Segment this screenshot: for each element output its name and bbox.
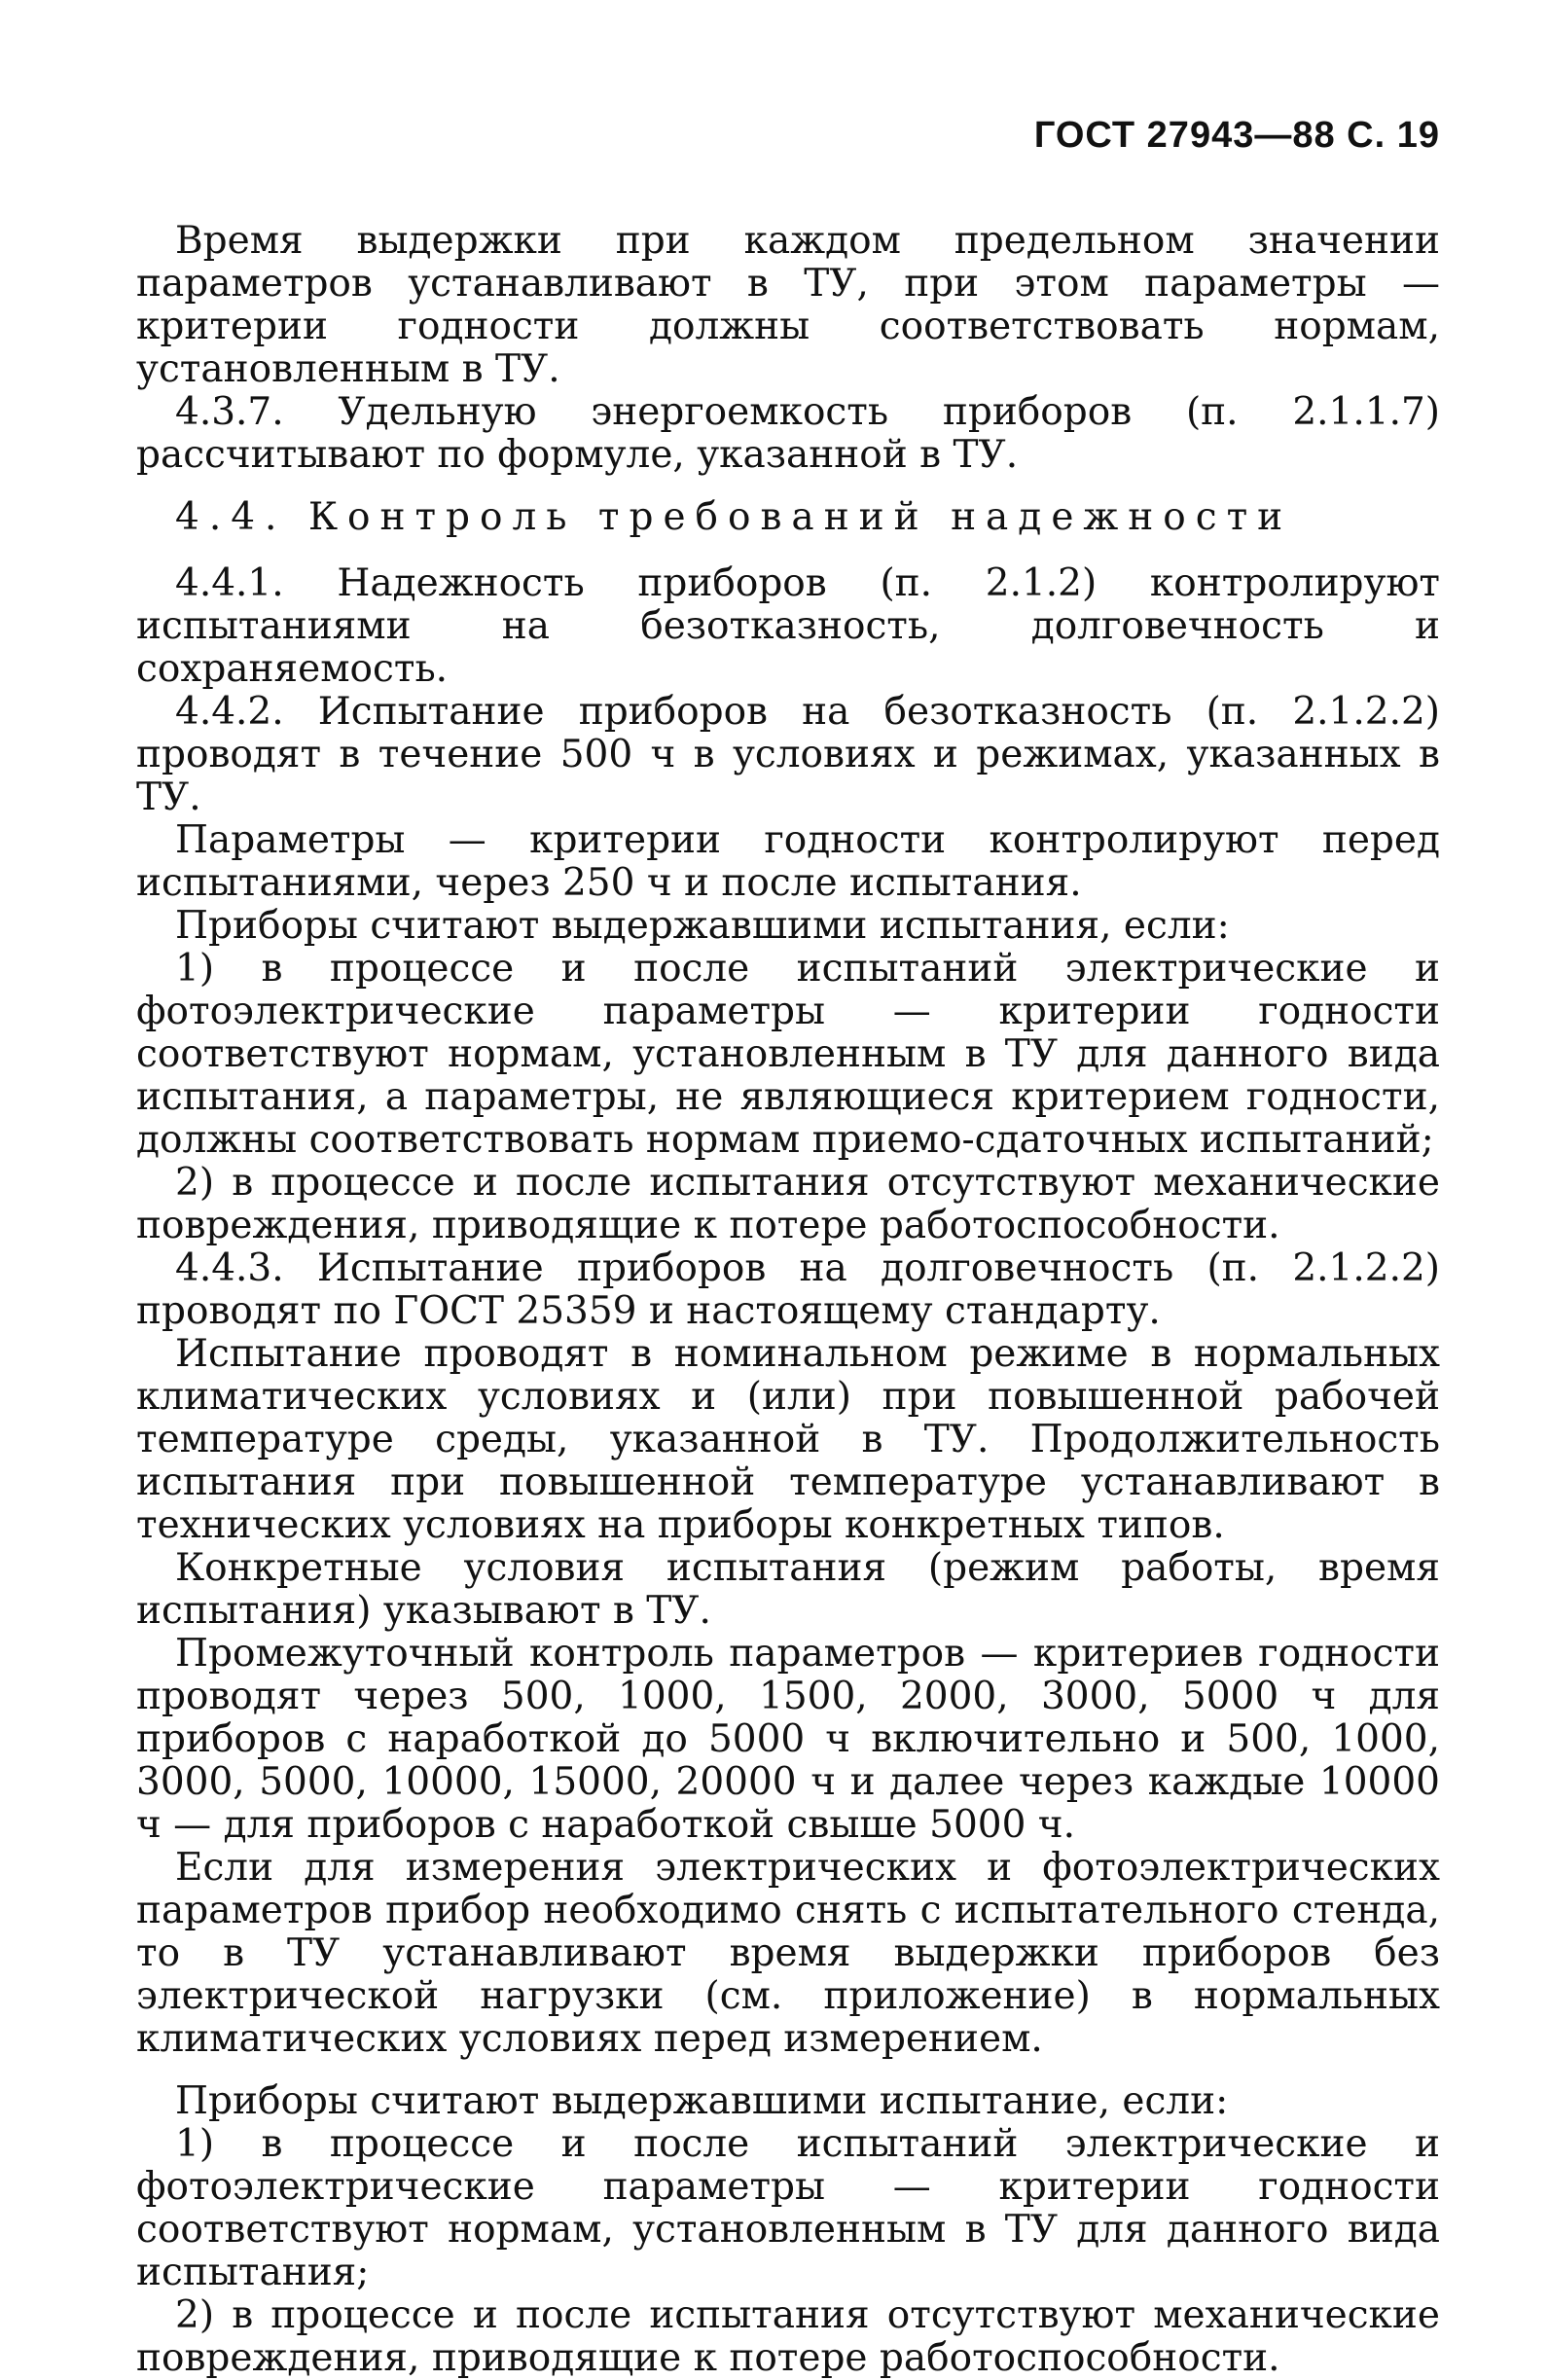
document-body (136, 220, 1440, 2380)
clause-4-4-3: 4.4.3. Испытание приборов на долговечность (п. 2.1.2.2) проводят по ГОСТ 25359 и настоящему стандарту. (136, 1246, 1440, 1333)
paragraph: Время выдержки при каждом предельном значении параметров устанавливают в ТУ, при этом параметры — критерии годности должны соответствовать нормам, установленным в ТУ. (136, 219, 1440, 391)
running-header: ГОСТ 27943—88 С. 19 (1033, 115, 1440, 156)
paragraph: Приборы считают выдержавшими испытание, если: (175, 2079, 1229, 2123)
paragraph: Приборы считают выдержавшими испытания, если: (175, 904, 1230, 948)
clause-4-4-2: 4.4.2. Испытание приборов на безотказность (п. 2.1.2.2) проводят в течение 500 ч в условиях и режимах, указанных в ТУ. (136, 690, 1440, 819)
list-item: 2) в процессе и после испытания отсутствуют механические повреждения, приводящие к потере работоспособности. (136, 2293, 1440, 2380)
document-page (136, 115, 1440, 2380)
clause-4-3-7: 4.3.7. Удельную энергоемкость приборов (п. 2.1.1.7) рассчитывают по формуле, указанной в ТУ. (136, 390, 1440, 477)
paragraph: Испытание проводят в номинальном режиме в нормальных климатических условиях и (или) при повышенной рабочей температуре среды, указанной в ТУ. Продолжительность испытания при повышенной температуре устанавливают в технических условиях на приборы конкретных типов. (136, 1332, 1440, 1547)
paragraph: Конкретные условия испытания (режим работы, время испытания) указывают в ТУ. (136, 1546, 1440, 1633)
list-item: 1) в процессе и после испытаний электрические и фотоэлектрические параметры — критерии годности соответствуют нормам, установленным в ТУ для данного вида испытания; (136, 2122, 1440, 2294)
list-item: 2) в процессе и после испытания отсутствуют механические повреждения, приводящие к потере работоспособности. (136, 1161, 1440, 1247)
paragraph: Если для измерения электрических и фотоэлектрических параметров прибор необходимо снять с испытательного стенда, то в ТУ устанавливают время выдержки приборов без электрической нагрузки (см. приложение) в нормальных климатических условиях перед измерением. (136, 1846, 1440, 2061)
clause-4-4-1: 4.4.1. Надежность приборов (п. 2.1.2) контролируют испытаниями на безотказность, долговечность и сохраняемость. (136, 561, 1440, 691)
paragraph: Параметры — критерии годности контролируют перед испытаниями, через 250 ч и после испытания. (136, 818, 1440, 905)
section-heading-4-4: 4.4. Контроль требований надежности (175, 495, 1293, 539)
list-item: 1) в процессе и после испытаний электрические и фотоэлектрические параметры — критерии годности соответствуют нормам, установленным в ТУ для данного вида испытания, а параметры, не являющиеся критерием годности, должны соответствовать нормам приемо-сдаточных испытаний; (136, 947, 1440, 1162)
paragraph: Промежуточный контроль параметров — критериев годности проводят через 500, 1000, 1500, 2000, 3000, 5000 ч для приборов с наработкой до 5000 ч включительно и 500, 1000, 3000, 5000, 10000, 15000, 20000 ч и далее через каждые 10000 ч — для приборов с наработкой свыше 5000 ч. (136, 1632, 1440, 1847)
